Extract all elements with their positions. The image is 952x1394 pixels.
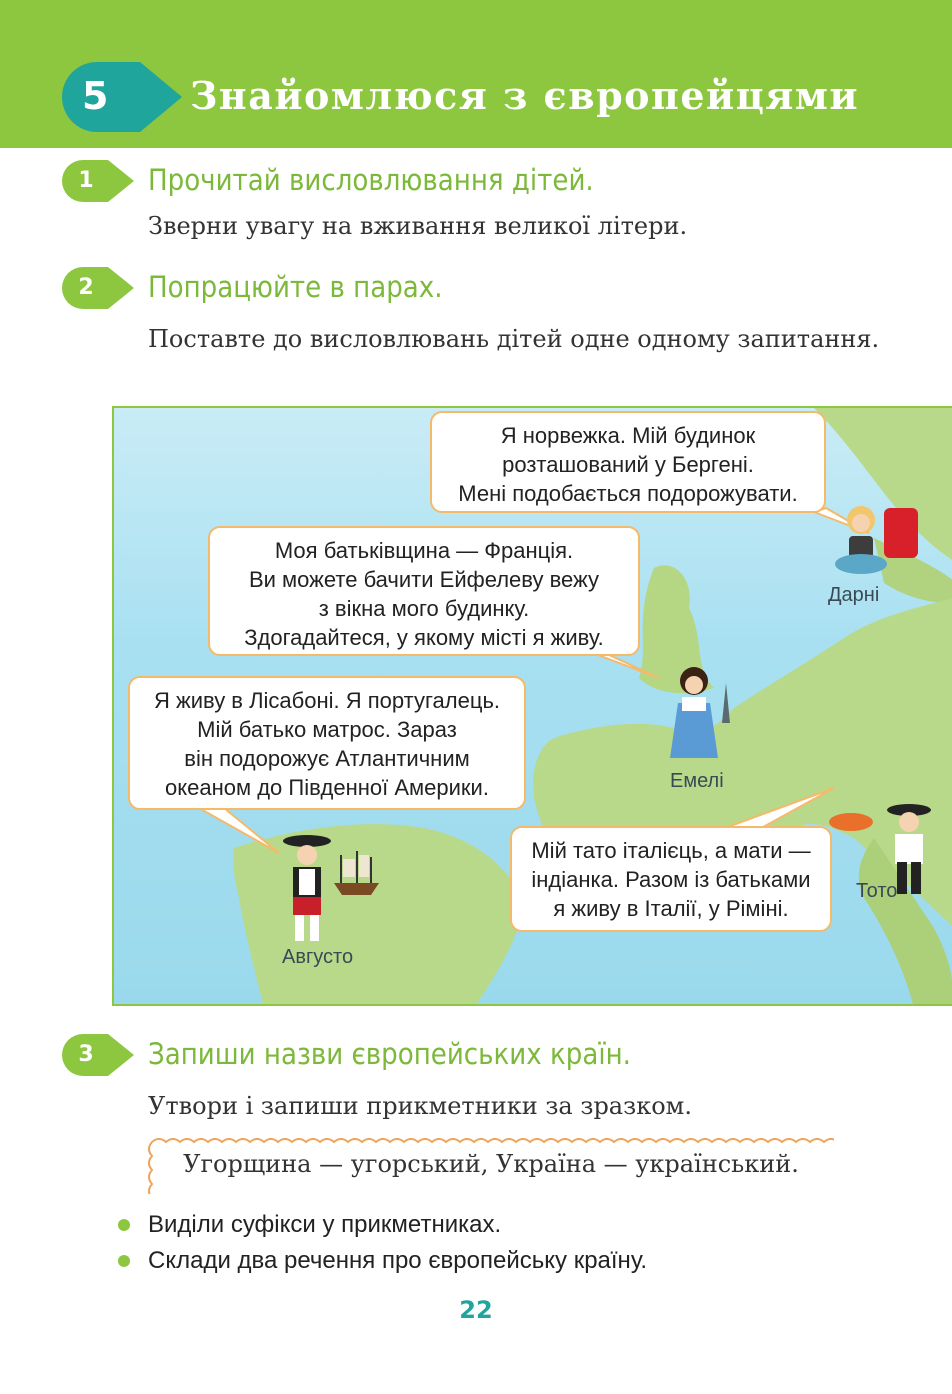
- example-text: Угорщина — угорський, Україна — український.: [183, 1150, 799, 1178]
- boy-avgusto-icon: [279, 833, 389, 948]
- task-instruction: Поставте до висловлювань дітей одне одному запитання.: [148, 325, 880, 353]
- bullet-item: Виділи суфікси у прикметниках.: [148, 1211, 502, 1238]
- task-number: 1: [78, 168, 94, 193]
- name-label-toto: Тото: [856, 880, 898, 902]
- speech-bubble-toto: Мій тато італієць, а мати — індіанка. Разом із батьками я живу в Італії, у Ріміні.: [510, 826, 832, 932]
- lesson-header: [0, 0, 952, 148]
- lesson-number-badge: [62, 62, 182, 132]
- girl-darni-icon: [829, 498, 929, 588]
- task-instruction: Утвори і запиши прикметники за зразком.: [148, 1092, 692, 1120]
- lesson-number: 5: [82, 74, 109, 118]
- name-label-darni: Дарні: [828, 584, 880, 606]
- page-number: 22: [459, 1296, 493, 1324]
- speech-bubble-darni: Я норвежка. Мій будинок розташований у Бергені. Мені подобається подорожувати.: [430, 411, 826, 513]
- speech-bubble-avgusto: Я живу в Лісабоні. Я португалець. Мій батько матрос. Зараз він подорожує Атлантичним океаном до Південної Америки.: [128, 676, 526, 810]
- girl-emeli-icon: [664, 663, 744, 773]
- task-number: 2: [78, 275, 94, 300]
- name-label-emeli: Емелі: [670, 770, 724, 792]
- name-label-avgusto: Августо: [282, 946, 354, 968]
- task-title: Запиши назви європейських країн.: [148, 1037, 631, 1071]
- task-instruction: Зверни увагу на вживання великої літери.: [148, 212, 688, 240]
- bullet-item: Склади два речення про європейську країну.: [148, 1247, 648, 1274]
- bullet-dot: [118, 1219, 130, 1231]
- bullet-dot: [118, 1255, 130, 1267]
- lesson-title: Знайомлюся з європейцями: [190, 73, 860, 118]
- europe-map-illustration: [112, 406, 952, 1006]
- task-title: Прочитай висловлювання дітей.: [148, 163, 594, 197]
- task-title: Попрацюйте в парах.: [148, 270, 443, 304]
- task-number: 3: [78, 1042, 94, 1067]
- speech-bubble-emeli: Моя батьківщина — Франція. Ви можете бачити Ейфелеву вежу з вікна мого будинку. Здогадайтеся, у якому місті я живу.: [208, 526, 640, 656]
